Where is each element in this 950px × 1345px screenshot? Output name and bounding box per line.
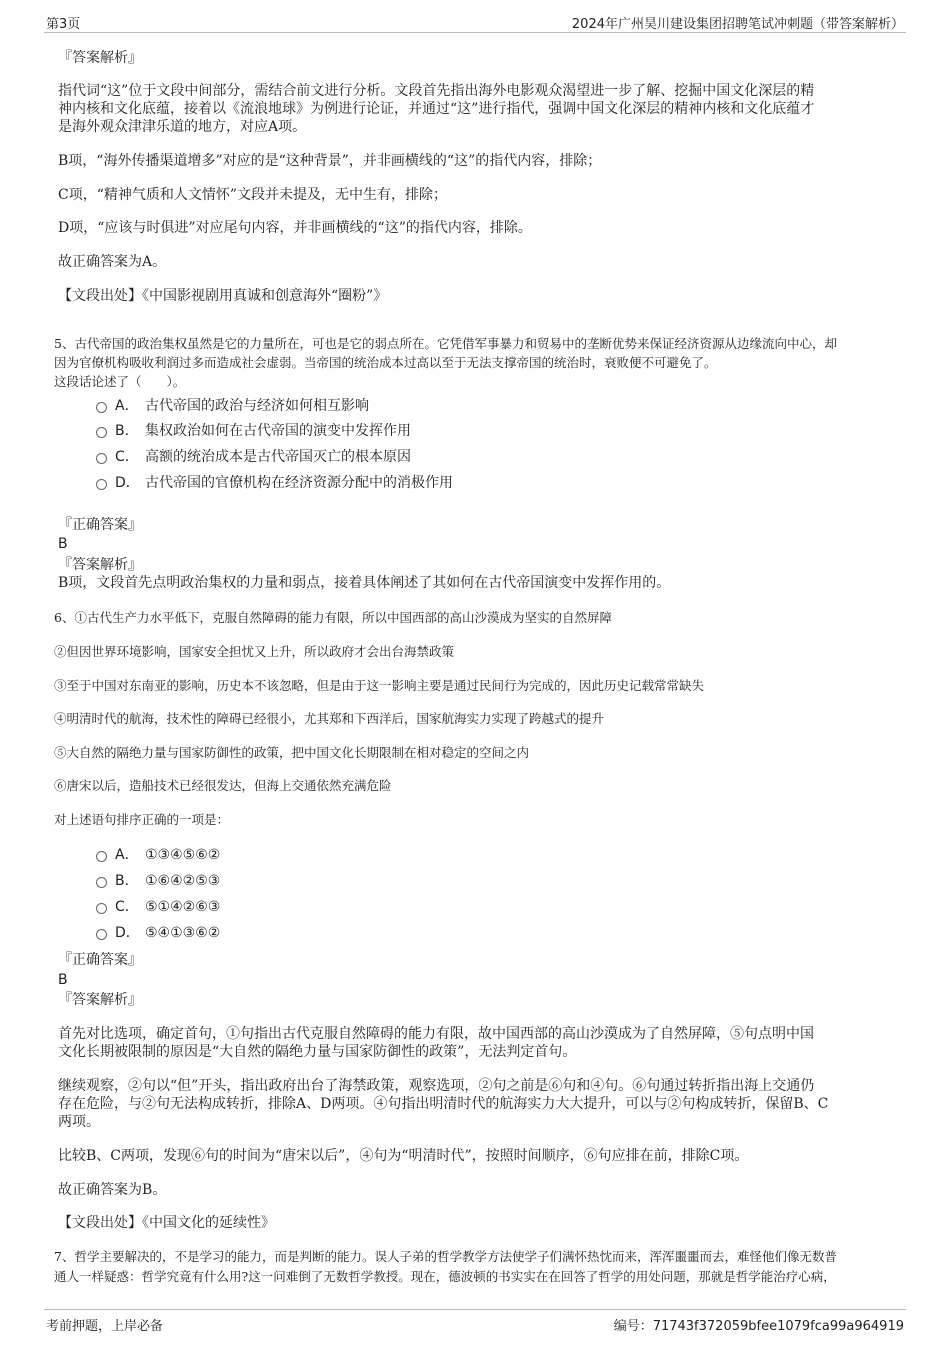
radio-icon[interactable] <box>96 453 107 464</box>
q5-answer: B <box>58 536 68 552</box>
q6-stem-line-2: ②但因世界环境影响，国家安全担忧又上升，所以政府才会出台海禁政策 <box>54 644 455 659</box>
q6-analysis-line-6: 比较B、C两项，发现⑥句的时间为“唐宋以后”，④句为“明清时代”，按照时间顺序，⑥句应排在前，排除C项。 <box>58 1148 749 1164</box>
q5-analysis: B项，文段首先点明政治集权的力量和弱点，接着具体阐述了其如何在古代帝国演变中发挥作用的。 <box>58 575 671 591</box>
q6-analysis-line-4: 存在危险，与②句无法构成转折，排除A、D两项。④句指出明清时代的航海实力大大提升，可以与②句构成转折，保留B、C <box>58 1096 829 1112</box>
q5-option-d[interactable]: D． 古代帝国的官僚机构在经济资源分配中的消极作用 <box>96 474 453 492</box>
q6-option-c[interactable]: C． ⑤①④②⑥③ <box>96 898 220 916</box>
q6-analysis-line-3: 继续观察，②句以“但”开头，指出政府出台了海禁政策，观察选项，②句之前是⑥句和④句。⑥句通过转折指出海上交通仍 <box>58 1078 815 1094</box>
q4-analysis-line-3: 是海外观众津津乐道的地方，对应A项。 <box>58 119 307 135</box>
q6-stem-line-5: ⑤大自然的隔绝力量与国家防御性的政策，把中国文化长期限制在相对稳定的空间之内 <box>54 745 530 760</box>
q5-analysis-title: 『答案解析』 <box>58 557 142 573</box>
radio-icon[interactable] <box>96 402 107 413</box>
q4-conclusion: 故正确答案为A。 <box>58 254 167 270</box>
page-header <box>44 10 906 33</box>
q6-answer: B <box>58 972 68 988</box>
q6-analysis-title: 『答案解析』 <box>58 992 142 1008</box>
q5-stem-line-2: 因为官僚机构吸收利润过多而造成社会虚弱。当帝国的统治成本过高以至于无法支撑帝国的统治时，衰败便不可避免了。 <box>54 355 717 370</box>
q4-analysis-line-1: 指代词“这”位于文段中间部分，需结合前文进行分析。文段首先指出海外电影观众渴望进一步了解、挖掘中国文化深层的精 <box>58 83 815 99</box>
q6-option-a[interactable]: A． ①③④⑤⑥② <box>96 846 220 864</box>
q5-option-a[interactable]: A． 古代帝国的政治与经济如何相互影响 <box>96 397 369 415</box>
document-title: 2024年广州昊川建设集团招聘笔试冲刺题（带答案解析） <box>571 17 904 32</box>
q4-analysis-line-2: 神内核和文化底蕴，接着以《流浪地球》为例进行论证，并通过“这”进行指代，强调中国文化深层的精神内核和文化底蕴才 <box>58 101 815 117</box>
q4-option-d-analysis: D项，“应该与时俱进”对应尾句内容，并非画横线的“这”的指代内容，排除。 <box>58 220 532 236</box>
q5-stem-line-1: 5、古代帝国的政治集权虽然是它的力量所在，可也是它的弱点所在。它凭借军事暴力和贸易中的垄断优势来保证经济资源从边缘流向中心，却 <box>54 336 837 351</box>
q5-option-c[interactable]: C． 高额的统治成本是古代帝国灭亡的根本原因 <box>96 448 411 466</box>
q4-option-c-analysis: C项，“精神气质和人文情怀”文段并未提及，无中生有，排除； <box>58 187 448 203</box>
document-code: 编号：71743f372059bfee1079fca99a964919 <box>613 1319 904 1334</box>
radio-icon[interactable] <box>96 903 107 914</box>
q6-stem-line-1: 6、①古代生产力水平低下，克服自然障碍的能力有限，所以中国西部的高山沙漠成为坚实的自然屏障 <box>54 610 612 625</box>
q6-option-b[interactable]: B． ①⑥④②⑤③ <box>96 872 220 890</box>
q6-stem-line-6: ⑥唐宋以后，造船技术已经很发达，但海上交通依然充满危险 <box>54 778 392 793</box>
q5-stem-line-3: 这段话论述了（ ）。 <box>54 374 186 389</box>
q6-option-d[interactable]: D． ⑤④①③⑥② <box>96 924 220 942</box>
q6-analysis-line-1: 首先对比选项，确定首句，①句指出古代克服自然障碍的能力有限，故中国西部的高山沙漠成为了自然屏障，⑤句点明中国 <box>58 1026 814 1042</box>
q6-stem-line-3: ③至于中国对东南亚的影响，历史本不该忽略，但是由于这一影响主要是通过民间行为完成的，因此历史记载常常缺失 <box>54 678 705 693</box>
q6-stem-line-7: 对上述语句排序正确的一项是： <box>54 812 230 827</box>
q4-option-b-analysis: B项，“海外传播渠道增多”对应的是“这种背景”，并非画横线的“这”的指代内容，排除； <box>58 153 602 169</box>
q6-answer-title: 『正确答案』 <box>58 952 142 968</box>
q6-conclusion: 故正确答案为B。 <box>58 1182 167 1198</box>
page-number: 第3页 <box>46 17 81 32</box>
footer-slogan: 考前押题，上岸必备 <box>46 1319 164 1334</box>
radio-icon[interactable] <box>96 929 107 940</box>
q6-source: 【文段出处】《中国文化的延续性》 <box>58 1215 275 1231</box>
radio-icon[interactable] <box>96 427 107 438</box>
q5-answer-title: 『正确答案』 <box>58 517 142 533</box>
q6-analysis-line-5: 两项。 <box>58 1114 100 1130</box>
radio-icon[interactable] <box>96 877 107 888</box>
page-footer <box>44 1309 906 1332</box>
radio-icon[interactable] <box>96 851 107 862</box>
q4-analysis-title: 『答案解析』 <box>58 50 142 66</box>
q6-stem-line-4: ④明清时代的航海，技术性的障碍已经很小，尤其郑和下西洋后，国家航海实力实现了跨越式的提升 <box>54 711 605 726</box>
q7-stem-line-1: 7、哲学主要解决的，不是学习的能力，而是判断的能力。误人子弟的哲学教学方法使学子们满怀热忱而来，浑浑噩噩而去，难怪他们像无数普 <box>54 1249 837 1264</box>
q5-option-b[interactable]: B． 集权政治如何在古代帝国的演变中发挥作用 <box>96 422 411 440</box>
q7-stem-line-2: 通人一样疑惑：哲学究竟有什么用?这一问难倒了无数哲学教授。现在，德波顿的书实实在在回答了哲学的用处问题，那就是哲学能治疗心病， <box>54 1269 836 1284</box>
q6-analysis-line-2: 文化长期被限制的原因是“大自然的隔绝力量与国家防御性的政策”，无法判定首句。 <box>58 1044 577 1060</box>
q4-source: 【文段出处】《中国影视剧用真诚和创意海外“圈粉”》 <box>58 288 388 304</box>
radio-icon[interactable] <box>96 479 107 490</box>
